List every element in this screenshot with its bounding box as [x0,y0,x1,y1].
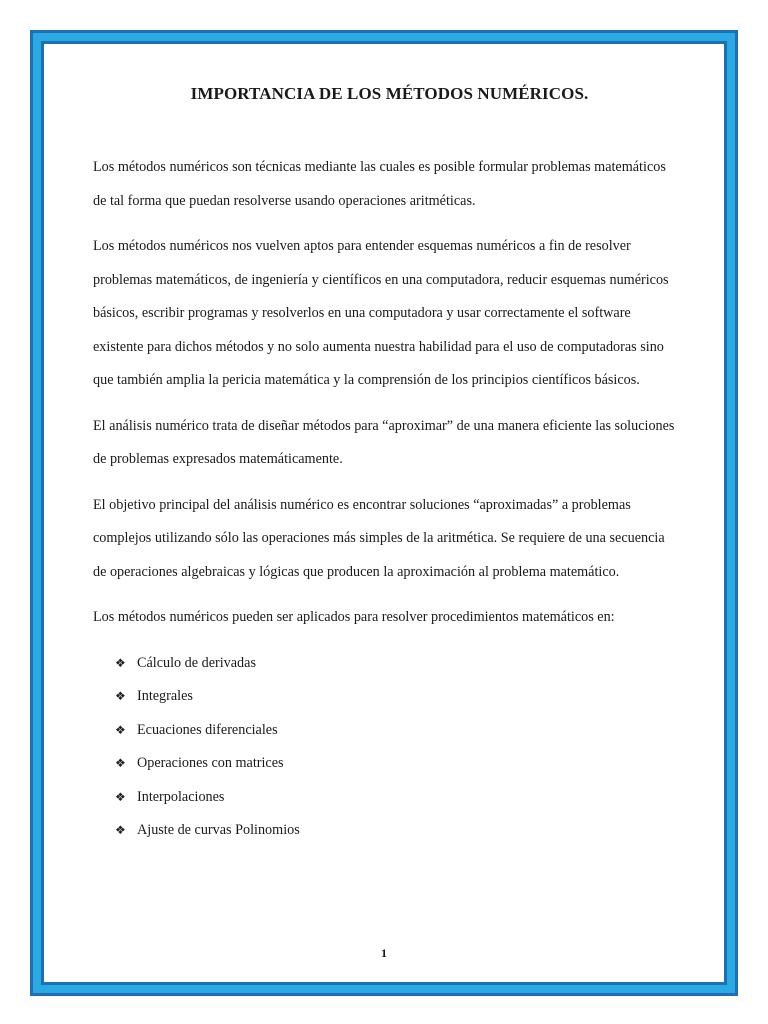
paragraph-4: El objetivo principal del análisis numérico es encontrar soluciones “aproximadas” a problemas complejos utilizando sólo las operaciones más simples de la aritmética. Se requiere de una secuencia de operaciones algebraicas y lógicas que producen la aproximación al problema matemático. [93,496,665,580]
list-item [115,747,678,781]
diamond-bullet-icon: ❖ [115,722,126,737]
diamond-bullet-icon: ❖ [115,655,126,670]
list-item-label: Cálculo de derivadas [137,654,256,671]
diamond-bullet-icon: ❖ [115,689,126,703]
list-item [115,814,678,848]
list-item [115,680,678,714]
list-item-label: Operaciones con matrices [137,755,284,771]
paragraph-3: El análisis numérico trata de diseñar métodos para “aproximar” de una manera eficiente las soluciones de problemas expresados matemáticamente. [93,417,675,467]
page-title: IMPORTANCIA DE LOS MÉTODOS NUMÉRICOS. [190,84,589,103]
paragraph-5: Los métodos numéricos pueden ser aplicados para resolver procedimientos matemáticos en: [93,609,615,625]
page-number: 1 [381,946,387,960]
paragraph-2: Los métodos numéricos nos vuelven aptos para entender esquemas numéricos a fin de resolver problemas matemáticos, de ingeniería y científicos en una computadora, reducir esquemas numéricos básicos, escribir programas y resolverlos en una computadora y usar correctamente el software existente para dichos métodos y no solo aumenta nuestra habilidad para el uso de computadoras sino que también amplia la pericia matemática y la comprensión de los principios científicos básicos. [93,238,669,388]
diamond-bullet-icon: ❖ [115,823,126,837]
page-content [93,84,678,848]
list-item [115,714,678,748]
list-item-label: Integrales [137,688,193,704]
list-item-label: Ecuaciones diferenciales [137,721,278,738]
diamond-bullet-icon: ❖ [115,756,126,770]
diamond-bullet-icon: ❖ [115,789,126,804]
paragraph-1: Los métodos numéricos son técnicas mediante las cuales es posible formular problemas matemáticos de tal forma que puedan resolverse usando operaciones aritméticas. [93,159,666,209]
list-item [115,647,678,681]
list-item [115,781,678,815]
list-item-label: Ajuste de curvas Polinomios [137,822,300,838]
list-item-label: Interpolaciones [137,788,225,805]
applications-list [93,647,678,848]
